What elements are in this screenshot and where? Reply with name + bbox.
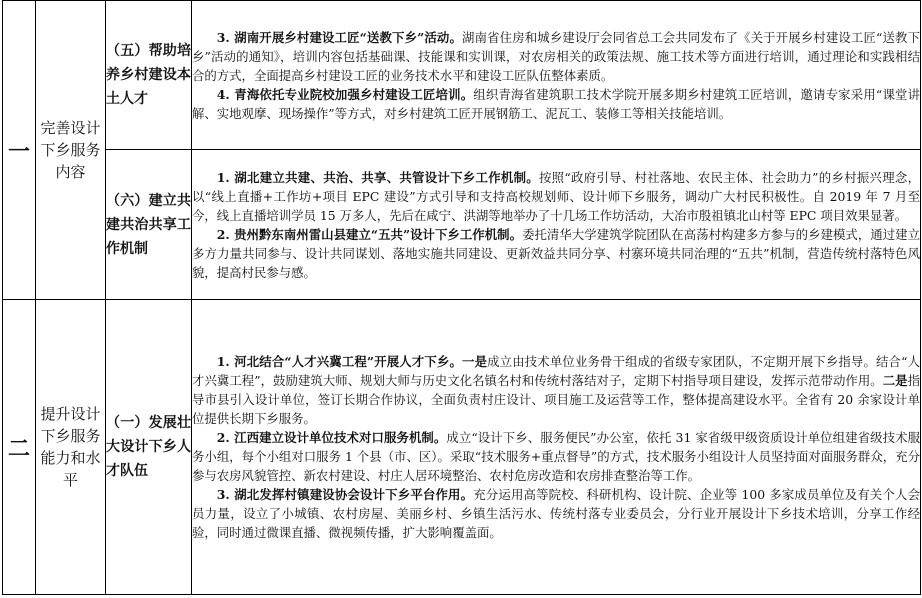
- content-paragraph: [192, 85, 920, 123]
- section-number: 二: [3, 300, 36, 595]
- table-row: [3, 150, 921, 300]
- paragraph-text: 湖南省住房和城乡建设厅会同省总工会共同发布了《关于开展乡村建设工匠“送教下乡”活动的通知》，培训内容包括基础课、技能课和实训课，对农房相关的政策法规、施工技术等方面进行培训，通过理论和实践相结合的方式，全面提高乡村建设工匠的业务技术水平和建设工匠队伍整体素质。: [192, 29, 920, 83]
- paragraph-text: 充分运用高等院校、科研机构、设计院、企业等 100 多家成员单位及有关个人会员力量，设立了小城镇、农村房屋、美丽乡村、乡镇生活污水、传统村落专业委员会，分行业开展设计下乡技术培训，分享工作经验，同时通过微课直播、微视频传播，扩大影响覆盖面。: [192, 487, 921, 540]
- table-row: [3, 1, 921, 150]
- paragraph-lead: 4. 青海依托专业院校加强乡村建设工匠培训。: [216, 86, 474, 102]
- subsection-title: （一）发展壮大设计下乡人才队伍: [106, 300, 192, 595]
- subsection-title: （六）建立共建共治共享工作机制: [106, 150, 192, 300]
- content-paragraph: [192, 485, 920, 542]
- paragraph-text: 成立“设计下乡、服务便民”办公室，依托 31 家省级甲级资质设计单位组建省级技术服务小组，每个小组对口服务 1 个县（市、区）。采取“技术服务+重点督导”的方式，技术服务小组设计人员坚持面对面服务群众，充分参与农房风貌管控、新农村建设、村庄人居环境整治、农村危房改造和农房排查整治等工作。: [192, 430, 921, 483]
- subsection-title: （五）帮助培养乡村建设本土人才: [106, 1, 192, 150]
- policy-table: [2, 0, 921, 595]
- subsection-content: [192, 150, 921, 300]
- paragraph-lead: 3. 湖南开展乡村建设工匠“送教下乡”活动。: [216, 29, 463, 45]
- paragraph-part: 一是: [462, 354, 488, 369]
- section-number: 一: [3, 1, 36, 300]
- paragraph-part: 成立由技术单位业务骨干组成的省级专家团队，不定期开展下乡指导。结合“人才兴冀工程”，鼓励建筑大师、规划大师与历史文化名镇名村和传统村落结对子，定期下村指导项目建设，发挥示范带动作用。: [192, 354, 920, 388]
- subsection-content: [192, 300, 921, 595]
- table-row: [3, 300, 921, 595]
- section-category: 完善设计下乡服务内容: [36, 1, 106, 300]
- paragraph-text: 组织青海省建筑职工技术学院开展多期乡村建筑工匠培训，邀请专家采用“课堂讲解、实地观摩、现场操作”等方式，对乡村建筑工匠开展钢筋工、泥瓦工、装修工等相关技能培训。: [192, 86, 920, 121]
- paragraph-lead: 1. 河北结合“人才兴冀工程”开展人才下乡。: [216, 354, 463, 369]
- content-paragraph: [192, 352, 920, 428]
- subsection-content: [192, 1, 921, 150]
- paragraph-lead: 1. 湖北建立共建、共治、共享、共管设计下乡工作机制。: [216, 169, 539, 185]
- paragraph-text: 委托清华大学建筑学院团队在高荡村构建多方参与的乡建模式，通过建立多方力量共同参与、设计共同谋划、落地实施共同建设、更新效益共同分享、村寨环境共同治理的“五共”机制，营造传统村落特色风貌，提高村民参与感。: [192, 226, 920, 280]
- section-category: 提升设计下乡服务能力和水平: [36, 300, 106, 595]
- paragraph-lead: 3. 湖北发挥村镇建设协会设计下乡平台作用。: [216, 487, 474, 502]
- paragraph-lead: 2. 江西建立设计单位技术对口服务机制。: [216, 430, 447, 445]
- paragraph-lead: 2. 贵州黔东南州雷山县建立“五共”设计下乡工作机制。: [216, 226, 523, 242]
- content-paragraph: [192, 28, 920, 85]
- paragraph-part: 二是: [882, 373, 908, 388]
- paragraph-text: 按照“政府引导、村社落地、农民主体、社会助力”的乡村振兴理念，以“线上直播+工作坊+项目 EPC 建设”方式引导和支持高校规划师、设计师下乡服务，调动广大村民积极性。自 2019 年 7 月至今，线上直播培训学员 15 万多人，先后在咸宁、洪湖等地举办了十几场工作坊活动，大冶市殷祖镇北山村等 EPC 项目效果显著。: [192, 169, 921, 223]
- content-paragraph: [192, 225, 920, 282]
- paragraph-part: 指导市县引入设计单位，签订长期合作协议，全面负责村庄设计、项目施工及运营等工作，整体提高建设水平。全省有 20 余家设计单位提供长期下乡服务。: [192, 373, 920, 426]
- content-paragraph: [192, 168, 920, 225]
- content-paragraph: [192, 428, 920, 485]
